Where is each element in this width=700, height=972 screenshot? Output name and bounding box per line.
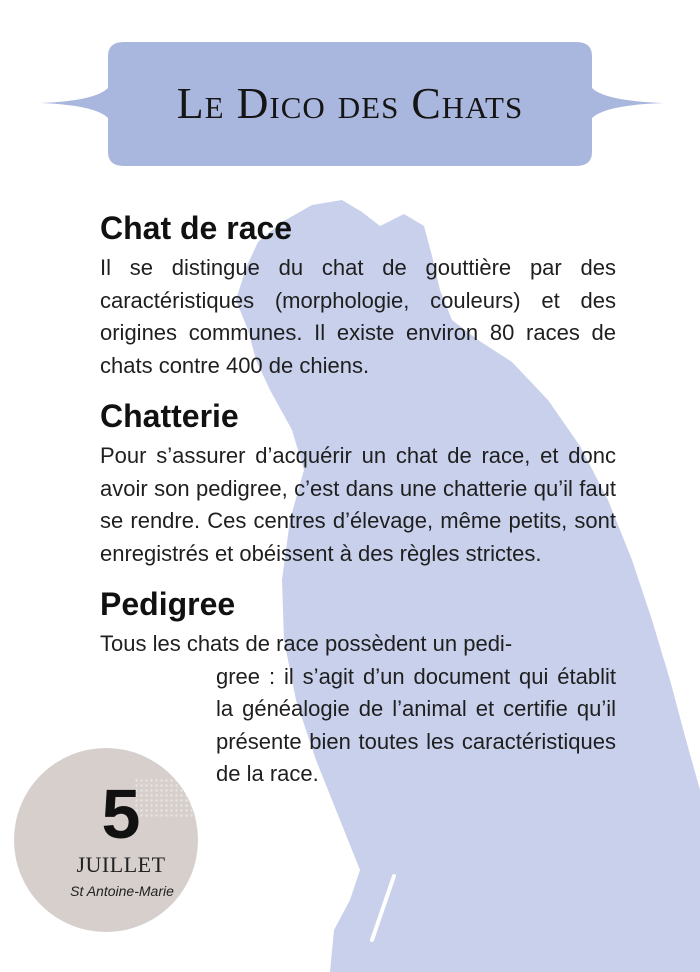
date-month: JUILLET xyxy=(76,852,166,877)
entry-chat-de-race xyxy=(100,204,616,382)
dictionary-content xyxy=(100,200,616,791)
page-title: Le Dico des Chats xyxy=(176,79,524,128)
date-badge xyxy=(14,748,198,932)
entry-term: Chatterie xyxy=(100,398,239,434)
entry-definition: Pour s’assurer d’acquérir un chat de race, et donc avoir son pedigree, c’est dans une chatterie qu’il faut se rendre. Ces centres d’élevage, même petits, sont enregistrés et obéissent à des règles strictes. xyxy=(100,443,616,566)
date-day: 5 xyxy=(101,775,141,853)
entry-chatterie xyxy=(100,392,616,570)
entry-definition-rest: gree : il s’agit d’un document qui établit la généalogie de l’animal et certifie qu’il présente bien toutes les caractéristiques de la race. xyxy=(216,663,616,786)
entry-term: Pedigree xyxy=(100,586,236,622)
entry-term: Chat de race xyxy=(100,210,293,246)
entry-definition: Il se distingue du chat de gouttière par des caractéristiques (morphologie, couleurs) et des origines communes. Il existe environ 80 races de chats contre 400 de chiens. xyxy=(100,255,616,378)
date-saint: St Antoine-Marie xyxy=(70,883,174,899)
entry-definition-first-line: Tous les chats de race possèdent un pedi- xyxy=(100,631,513,656)
